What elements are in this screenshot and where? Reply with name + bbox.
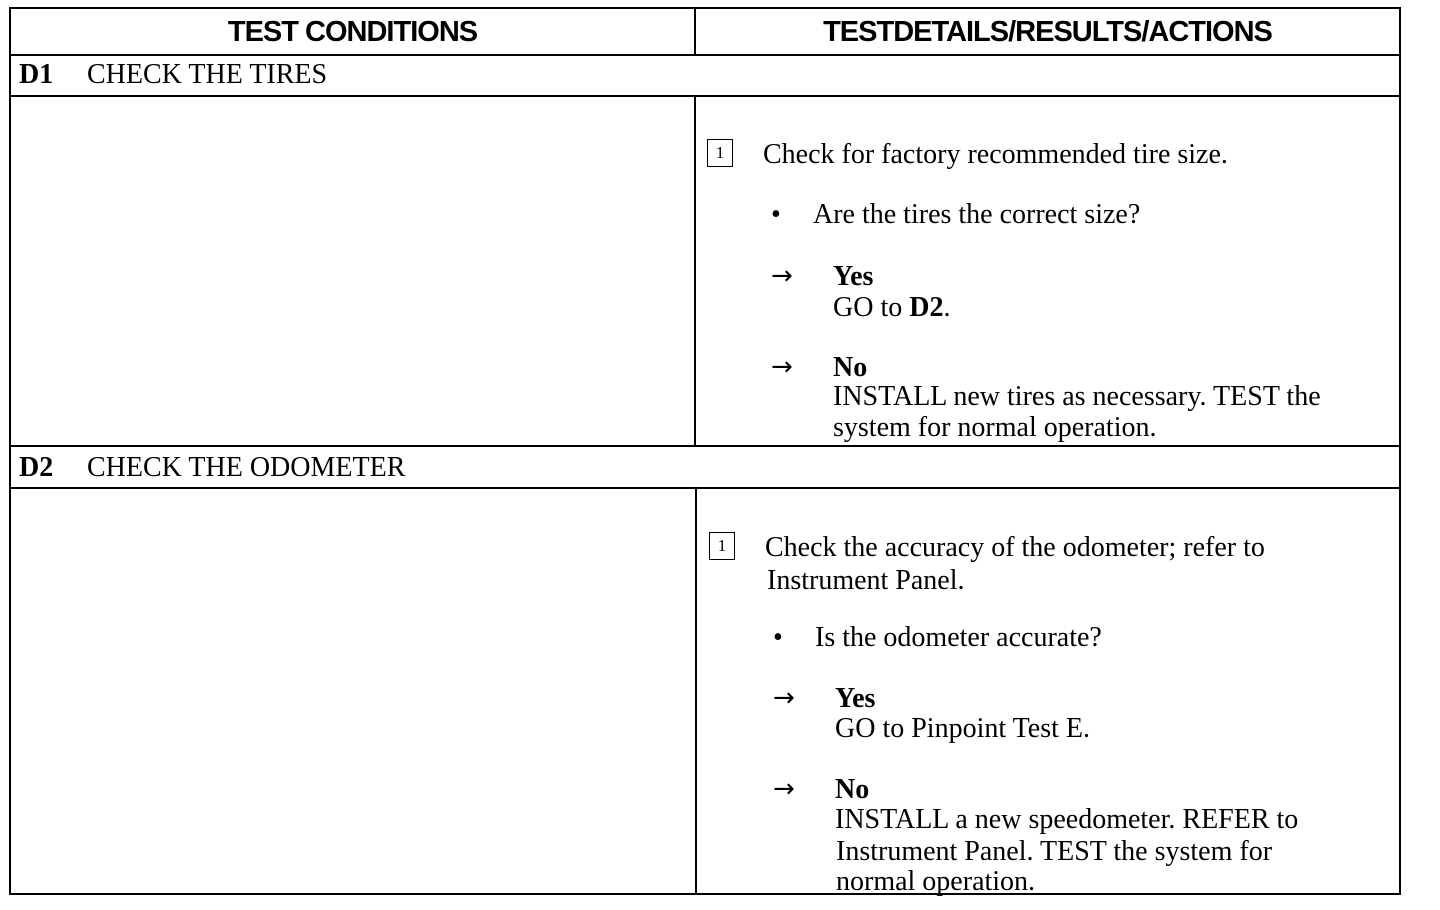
d2-question: Is the odometer accurate? (815, 622, 1102, 653)
section-label-d1: CHECK THE TIRES (87, 59, 328, 90)
d1-yes-label: Yes (833, 261, 874, 292)
d1-title-divider (11, 95, 1399, 97)
pinpoint-test-table (9, 7, 1401, 895)
d1-question: Are the tires the correct size? (813, 199, 1141, 230)
d2-yes-action: GO to Pinpoint Test E. (835, 713, 1090, 744)
step-number-box-d2: 1 (709, 532, 735, 560)
section-title-d1 (19, 59, 327, 91)
section-label-d2: CHECK THE ODOMETER (87, 452, 406, 483)
bullet-icon: • (771, 199, 781, 230)
section-title-d2 (19, 452, 405, 484)
arrow-right-icon: → (773, 683, 795, 713)
d2-title-divider (11, 487, 1399, 489)
arrow-right-icon: → (771, 352, 793, 382)
d1-yes-action-target: D2 (909, 292, 944, 323)
d1-yes-action-suffix: . (943, 292, 951, 323)
d1-column-divider (694, 96, 696, 446)
d2-no-action-line2: Instrument Panel. TEST the system for (836, 836, 1273, 867)
d2-yes-label: Yes (835, 683, 876, 714)
d2-column-divider (695, 488, 697, 895)
header-column-divider (694, 9, 696, 55)
section-id-d1: D1 (19, 59, 54, 90)
d1-no-label: No (833, 352, 868, 383)
d2-no-label: No (835, 774, 870, 805)
arrow-right-icon: → (771, 261, 793, 291)
d1-no-action-line2: system for normal operation. (833, 412, 1157, 443)
d2-no-action-line1: INSTALL a new speedometer. REFER to (835, 804, 1299, 835)
arrow-right-icon: → (773, 774, 795, 804)
bullet-icon: • (773, 622, 783, 653)
header-divider (11, 54, 1399, 56)
section-id-d2: D2 (19, 452, 54, 483)
d1-instruction: Check for factory recommended tire size. (763, 139, 1228, 170)
d1-no-action-line1: INSTALL new tires as necessary. TEST the (833, 381, 1321, 412)
header-test-details: TESTDETAILS/RESULTS/ACTIONS (823, 15, 1272, 48)
d2-instruction-line1: Check the accuracy of the odometer; refer to (765, 532, 1265, 563)
d2-instruction-line2: Instrument Panel. (767, 565, 965, 596)
d1-bottom-divider (11, 445, 1399, 447)
d1-yes-action (833, 292, 950, 323)
d1-yes-action-prefix: GO to (833, 292, 910, 323)
step-number-box-d1: 1 (707, 139, 733, 167)
header-test-conditions: TEST CONDITIONS (227, 15, 478, 48)
d2-no-action-line3: normal operation. (836, 866, 1036, 897)
